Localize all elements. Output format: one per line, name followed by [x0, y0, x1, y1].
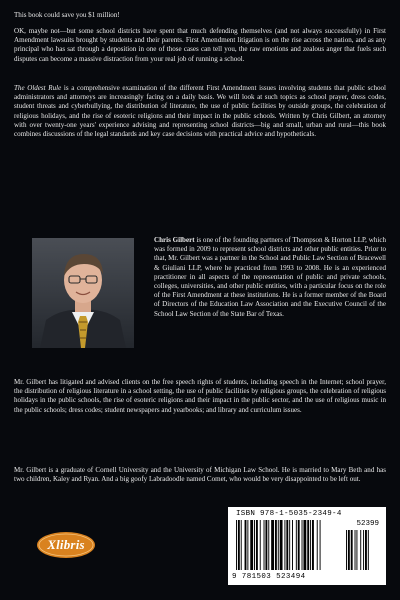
tagline	[14, 11, 374, 20]
ean-digits: 9 781503 523494	[232, 573, 306, 581]
bio-2-text: Mr. Gilbert has litigated and advised clients on the free speech rights of students, including speech in the Internet; school prayer, the distribution of religious literature in a school setting, the use of public facilities by religious groups, the celebration of religious holidays in the public schools, the rise of esoteric religions and their impact in the public sector, and the use of religious music in the public schools; dress codes; student newspapers and yearbooks; and library and curriculum issues.	[14, 378, 386, 414]
barcode-addon-bar	[360, 530, 361, 570]
barcode-addon-bar	[348, 530, 350, 570]
barcode-bar	[268, 520, 269, 570]
barcode-addon-bar	[355, 530, 356, 570]
paragraph-1-text: OK, maybe not—but some school districts have spent that much defending themselves (and not always successfully) in First Amendment lawsuits brought by students and their parents. First Amendment litigation is on the rise across the nation, and as any principal who has sat through a deposition in one of those cases can tell you, the raw emotions and zealous anger that fuels such disputes can become a massive distraction from your real job of running a school.	[14, 27, 386, 63]
barcode-bar	[278, 520, 279, 570]
barcode-addon-bar	[363, 530, 364, 570]
barcode-bar	[302, 520, 303, 570]
barcode-bar	[292, 520, 293, 570]
barcode-bar	[286, 520, 288, 570]
barcode-bar	[247, 520, 248, 570]
price-code: 52399	[356, 520, 379, 528]
barcode-bar	[307, 520, 309, 570]
barcode-addon-bar	[346, 530, 347, 570]
barcode-addon-bar	[365, 530, 367, 570]
barcode-bar	[236, 520, 237, 570]
author-bio-paragraph-3	[14, 466, 386, 484]
barcode-addon-bar	[356, 530, 357, 570]
barcode-bar	[296, 520, 297, 570]
description-paragraph-2	[14, 84, 386, 139]
publisher-logo-text: Xlibris	[47, 537, 85, 552]
barcode-bar	[245, 520, 247, 570]
barcode-bar	[254, 520, 255, 570]
barcode-bar	[241, 520, 242, 570]
barcode-addon-bar	[368, 530, 369, 570]
author-bio-paragraph-2	[14, 378, 386, 415]
barcode-bar	[260, 520, 261, 570]
barcode-bar	[298, 520, 300, 570]
author-photo	[32, 238, 134, 348]
barcode-bar	[238, 520, 240, 570]
isbn-number: ISBN 978-1-5035-2349-4	[236, 510, 342, 518]
barcode-addon-bar	[351, 530, 353, 570]
barcode-bar	[303, 520, 306, 570]
book-title: The Oldest Rule	[14, 84, 62, 92]
barcode-bars	[234, 520, 380, 574]
bio-3-text: Mr. Gilbert is a graduate of Cornell University and the University of Michigan Law School. He is married to Mary Beth and has two children, Kaley and Ryan. And a big goofy Labradoodle named Comet, who would be very disappointed to be left out.	[14, 466, 386, 484]
barcode-bar	[265, 520, 267, 570]
barcode-bar	[275, 520, 277, 570]
barcode-bar	[317, 520, 318, 570]
barcode-bar	[289, 520, 290, 570]
barcode-bar	[264, 520, 265, 570]
paragraph-2-text: is a comprehensive examination of the different First Amendment issues involving students that public school administrators and attorneys are increasingly facing on a daily basis. We will look at such topics as school prayer, dress codes, student threats and cyberbullying, the distribution of literature, the use of public facilities by outside groups, the celebration of religious holidays, and the rise of esoteric religions and their impact in the public schools. Written by Chris Gilbert, an attorney with over twenty-one years' experience advising and representing school districts—big and small, urban and rural—this book combines discussions of the legal standards and key case decisions with practical advice and hypotheticals.	[14, 84, 387, 139]
publisher-logo	[36, 531, 96, 559]
author-name: Chris Gilbert	[154, 236, 195, 244]
barcode-bar	[284, 520, 285, 570]
barcode-bar	[310, 520, 311, 570]
barcode-bar	[256, 520, 258, 570]
barcode-bar	[320, 520, 321, 570]
isbn-barcode	[228, 507, 386, 585]
barcode-bar	[280, 520, 283, 570]
barcode-bar	[312, 520, 314, 570]
description-paragraph-1	[14, 27, 386, 64]
bio-1-text: is one of the founding partners of Thompson & Horton LLP, which was formed in 2009 to represent school districts and other public entities. Prior to that, Mr. Gilbert was a partner in the School and Public Law Section of Bracewell & Giuliani LLP, where he practiced from 1993 to 2008. He is an experienced practitioner in all aspects of the representation of public and private schools, colleges, universities, and other public entities, with a particular focus on the role of the First Amendment at these institutions. He is a former member of the Board of Directors of the Education Law Association and the Executive Council of the School Law Section of the State Bar of Texas.	[154, 236, 386, 318]
barcode-bar	[250, 520, 253, 570]
tagline-text: This book could save you $1 million!	[14, 11, 120, 19]
barcode-bar	[271, 520, 274, 570]
